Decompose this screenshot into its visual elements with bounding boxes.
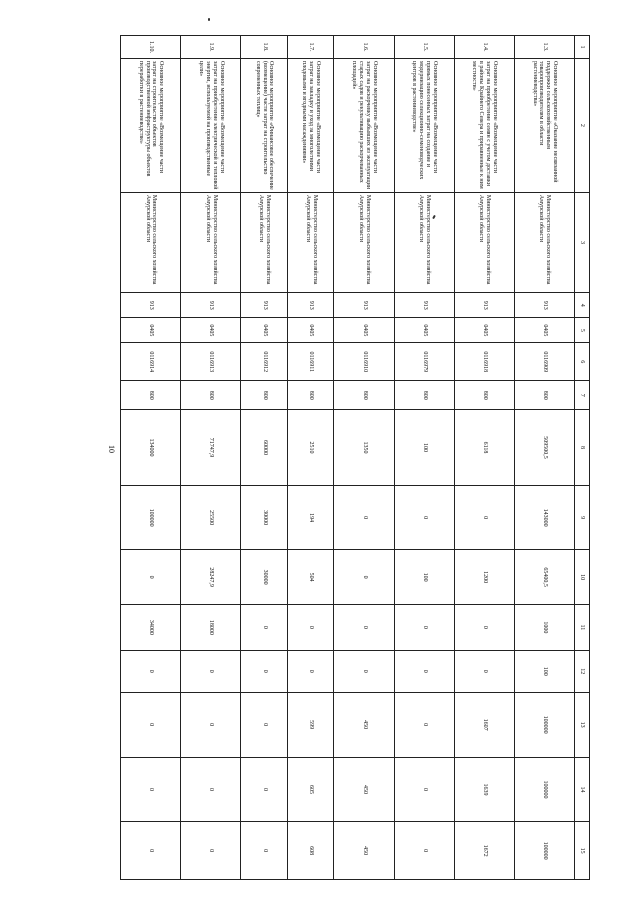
year-cell: 0 <box>121 822 181 880</box>
section-cell: 0405 <box>454 318 514 343</box>
table-body <box>121 36 590 880</box>
year-cell: 1639 <box>454 757 514 822</box>
year-cell: 1200 <box>454 550 514 604</box>
year-cell: 1000 <box>514 604 574 650</box>
year-cell: 0 <box>181 692 241 757</box>
year-cell: 100000 <box>514 822 574 880</box>
year-cell: 100000 <box>514 757 574 822</box>
target-article-cell: 0116912 <box>241 343 288 381</box>
target-article-cell: 0116918 <box>454 343 514 381</box>
year-cell: 100000 <box>121 485 181 550</box>
expense-type-cell: 800 <box>121 381 181 410</box>
target-article-cell: 0116913 <box>181 343 241 381</box>
executor-cell: Министерство сельского хозяйства Амурской области <box>287 192 334 292</box>
year-cell: 0 <box>394 485 454 550</box>
measure-name-cell: Основное мероприятие «Возмещение части затрат на закладку и уход за многолетними плодовыми и ягодными насаждениями» <box>287 59 334 193</box>
code-cell: 913 <box>454 293 514 318</box>
expense-type-cell: 800 <box>287 381 334 410</box>
column-header: 5 <box>575 318 590 343</box>
year-cell: 100 <box>394 550 454 604</box>
year-cell: 0 <box>181 822 241 880</box>
year-cell: 0 <box>241 757 288 822</box>
table-row <box>241 36 288 880</box>
column-header: 6 <box>575 343 590 381</box>
year-cell: 65400,5 <box>514 550 574 604</box>
code-cell: 913 <box>181 293 241 318</box>
measure-name-cell: Основное мероприятие «Возмещение части прямых понесенных затрат на создание и модернизацию селекционно-семеноводческих центров в растениеводстве» <box>394 59 454 193</box>
total-cell: 1350 <box>334 410 394 485</box>
code-cell: 913 <box>121 293 181 318</box>
column-header: 2 <box>575 59 590 193</box>
year-cell: 504 <box>287 550 334 604</box>
year-cell: 0 <box>241 822 288 880</box>
section-cell: 0405 <box>514 318 574 343</box>
section-cell: 0405 <box>394 318 454 343</box>
executor-cell: Министерство сельского хозяйства Амурской области <box>514 192 574 292</box>
total-cell: 60000 <box>241 410 288 485</box>
column-header: 9 <box>575 485 590 550</box>
year-cell: 0 <box>241 604 288 650</box>
code-cell: 913 <box>241 293 288 318</box>
year-cell: 0 <box>394 822 454 880</box>
expense-type-cell: 800 <box>394 381 454 410</box>
expense-type-cell: 800 <box>334 381 394 410</box>
measure-name-cell: Основное мероприятие «Возмещение части затрат на строительство объектов производственной инфраструктуры объектов переработки в растениеводстве» <box>121 59 181 193</box>
year-cell: 0 <box>287 650 334 692</box>
executor-cell: Министерство сельского хозяйства Амурской области <box>181 192 241 292</box>
table-row <box>121 36 181 880</box>
year-cell: 0 <box>454 604 514 650</box>
executor-cell: Министерство сельского хозяйства Амурской области <box>121 192 181 292</box>
expense-type-cell: 800 <box>241 381 288 410</box>
year-cell: 0 <box>394 650 454 692</box>
year-cell: 605 <box>287 757 334 822</box>
column-header: 12 <box>575 650 590 692</box>
year-cell: 0 <box>334 604 394 650</box>
scan-speck <box>208 18 210 21</box>
table-row <box>394 36 454 880</box>
column-header: 14 <box>575 757 590 822</box>
row-number-cell: 1.6. <box>334 36 394 59</box>
year-cell: 450 <box>334 757 394 822</box>
column-header: 4 <box>575 293 590 318</box>
total-cell: 100 <box>394 410 454 485</box>
target-article-cell: 0116979 <box>394 343 454 381</box>
target-article-cell: 0116910 <box>334 343 394 381</box>
measure-name-cell: Основное мероприятие «Возмещение части затрат на раскорчевку выбывших из эксплуатации старых садов и рекультивацию раскорчеванных площадей» <box>334 59 394 193</box>
row-number-cell: 1.9. <box>181 36 241 59</box>
expense-type-cell: 800 <box>454 381 514 410</box>
executor-cell: Министерство сельского хозяйства Амурской области <box>241 192 288 292</box>
table-row <box>181 36 241 880</box>
year-cell: 18000 <box>181 604 241 650</box>
table-row <box>454 36 514 880</box>
year-cell: 0 <box>334 650 394 692</box>
table-row <box>514 36 574 880</box>
year-cell: 450 <box>334 692 394 757</box>
year-cell: 34000 <box>121 604 181 650</box>
code-cell: 913 <box>394 293 454 318</box>
executor-cell: Министерство сельского хозяйства Амурской области <box>454 192 514 292</box>
year-cell: 28247,9 <box>181 550 241 604</box>
row-number-cell: 1.7. <box>287 36 334 59</box>
total-cell: 71747,9 <box>181 410 241 485</box>
year-cell: 0 <box>241 692 288 757</box>
year-cell: 0 <box>181 650 241 692</box>
column-header: 7 <box>575 381 590 410</box>
year-cell: 608 <box>287 822 334 880</box>
code-cell: 913 <box>514 293 574 318</box>
section-cell: 0405 <box>334 318 394 343</box>
year-cell: 0 <box>121 650 181 692</box>
expense-type-cell: 800 <box>514 381 574 410</box>
column-header: 8 <box>575 410 590 485</box>
column-header: 13 <box>575 692 590 757</box>
year-cell: 0 <box>334 550 394 604</box>
column-header: 15 <box>575 822 590 880</box>
year-cell: 599 <box>287 692 334 757</box>
target-article-cell: 0116914 <box>121 343 181 381</box>
year-cell: 450 <box>334 822 394 880</box>
total-cell: 2510 <box>287 410 334 485</box>
target-article-cell: 0116911 <box>287 343 334 381</box>
year-cell: 0 <box>454 485 514 550</box>
row-number-cell: 1.10. <box>121 36 181 59</box>
row-number-cell: 1.8. <box>241 36 288 59</box>
year-cell: 25500 <box>181 485 241 550</box>
section-cell: 0405 <box>287 318 334 343</box>
row-number-cell: 1.4. <box>454 36 514 59</box>
target-article-cell: 0116909 <box>514 343 574 381</box>
section-cell: 0405 <box>121 318 181 343</box>
expense-type-cell: 800 <box>181 381 241 410</box>
column-header: 11 <box>575 604 590 650</box>
section-cell: 0405 <box>241 318 288 343</box>
executor-cell: Министерство сельского хозяйства Амурской области <box>334 192 394 292</box>
total-cell: 509500,5 <box>514 410 574 485</box>
year-cell: 30000 <box>241 550 288 604</box>
measure-name-cell: Основное мероприятие «Возмещение части затрат на приобретение электрической и тепловой энергии, используемой на производственные цели» <box>181 59 241 193</box>
year-cell: 143000 <box>514 485 574 550</box>
year-cell: 0 <box>121 692 181 757</box>
year-cell: 0 <box>394 692 454 757</box>
rotated-table-container <box>120 35 590 880</box>
table-row <box>334 36 394 880</box>
year-cell: 194 <box>287 485 334 550</box>
year-cell: 1672 <box>454 822 514 880</box>
page-number: 10 <box>107 445 116 453</box>
row-number-cell: 1.5. <box>394 36 454 59</box>
year-cell: 0 <box>394 757 454 822</box>
code-cell: 913 <box>334 293 394 318</box>
year-cell: 0 <box>287 604 334 650</box>
column-header: 10 <box>575 550 590 604</box>
year-cell: 100 <box>514 650 574 692</box>
measure-name-cell: Основное мероприятие «Финансовое обеспечение (возмещение) части затрат на строительство современных теплиц» <box>241 59 288 193</box>
year-cell: 0 <box>121 550 181 604</box>
year-cell: 0 <box>334 485 394 550</box>
year-cell: 0 <box>454 650 514 692</box>
year-cell: 0 <box>241 650 288 692</box>
code-cell: 913 <box>287 293 334 318</box>
budget-table <box>120 35 590 880</box>
section-cell: 0405 <box>181 318 241 343</box>
total-cell: 6118 <box>454 410 514 485</box>
year-cell: 0 <box>394 604 454 650</box>
year-cell: 1607 <box>454 692 514 757</box>
year-cell: 0 <box>181 757 241 822</box>
header-row <box>575 36 590 880</box>
measure-name-cell: Основное мероприятие «Оказание несвязанной поддержки сельскохозяйственным товаропроизводителям в области растениеводства» <box>514 59 574 193</box>
column-header: 1 <box>575 36 590 59</box>
table-row <box>287 36 334 880</box>
executor-cell: Министерство сельского хозяйства Амурской области <box>394 192 454 292</box>
year-cell: 0 <box>121 757 181 822</box>
column-header: 3 <box>575 192 590 292</box>
measure-name-cell: Основное мероприятие «Возмещение части затрат на приобретение семян с учетом доставки в районы Крайнего Севера и приравненные к ним местности» <box>454 59 514 193</box>
row-number-cell: 1.3. <box>514 36 574 59</box>
year-cell: 30000 <box>241 485 288 550</box>
total-cell: 134000 <box>121 410 181 485</box>
year-cell: 100000 <box>514 692 574 757</box>
